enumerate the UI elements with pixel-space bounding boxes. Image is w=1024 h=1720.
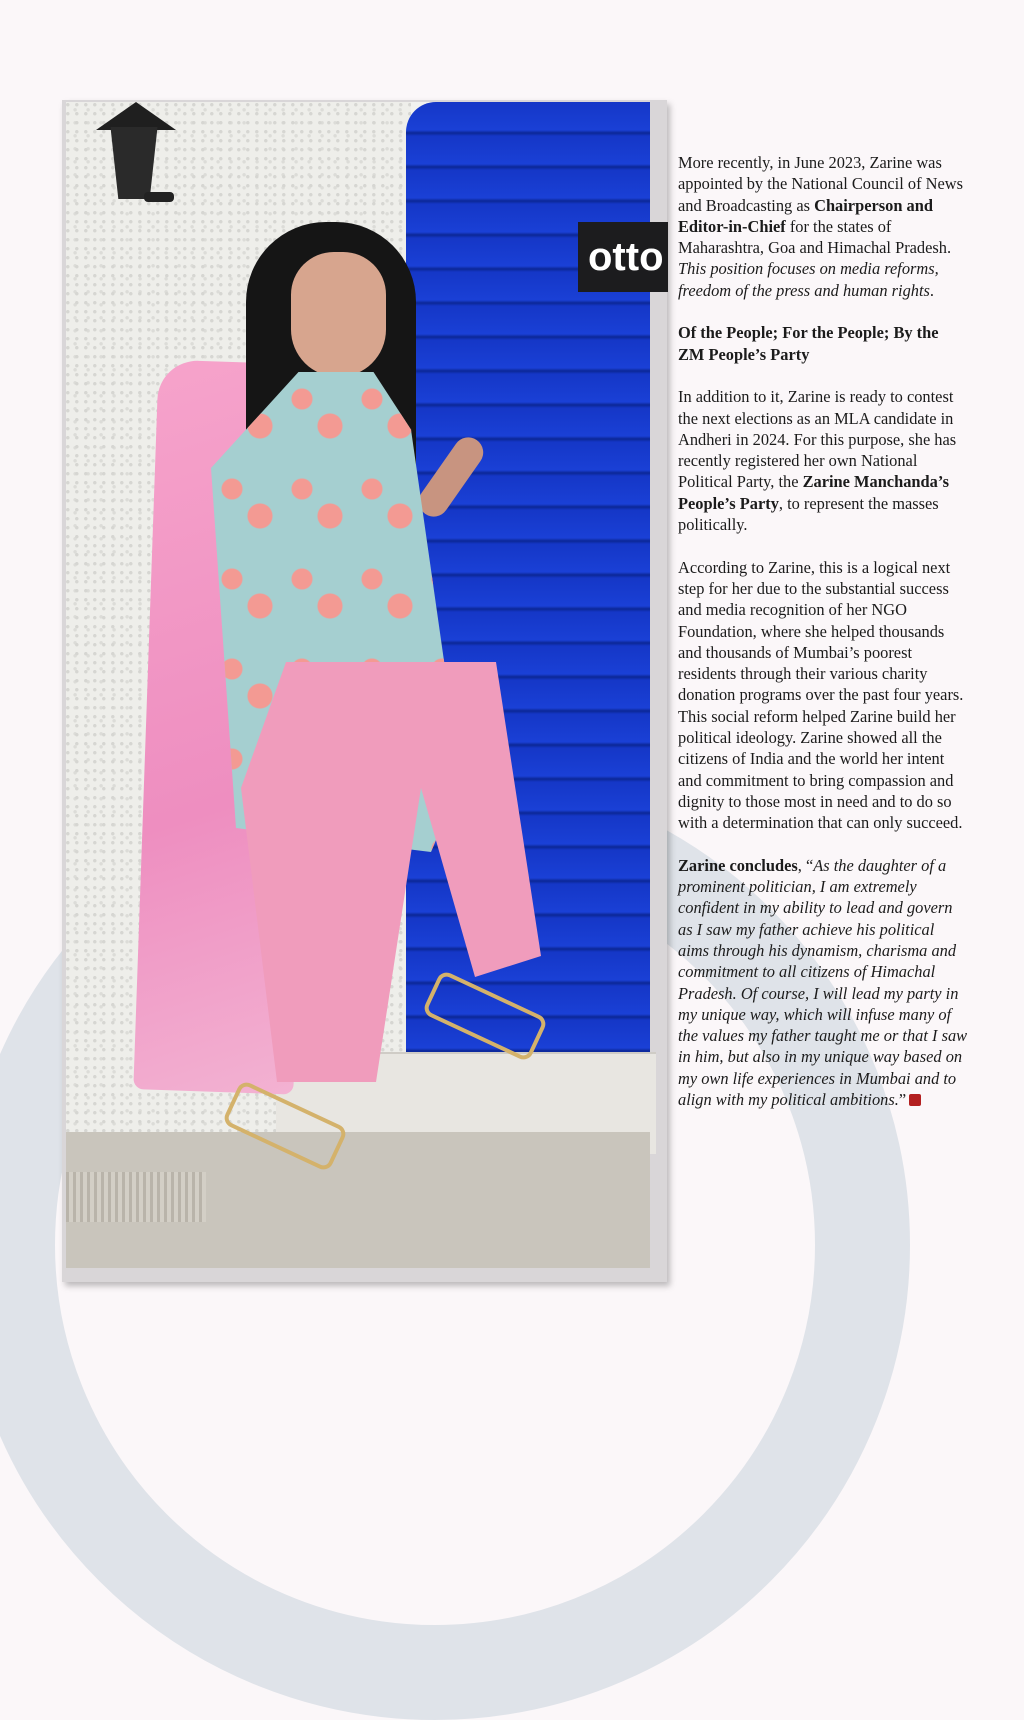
lamp-arm xyxy=(144,192,174,202)
face xyxy=(291,252,386,377)
door-sign: otto xyxy=(578,222,668,292)
text-span: , to represent the masses politically. xyxy=(678,493,939,535)
paragraph-party xyxy=(678,386,968,535)
end-mark-icon xyxy=(909,1094,921,1106)
text-span: . xyxy=(929,280,935,300)
paragraph-ngo: According to Zarine, this is a logical next step for her due to the substantial success and media recognition of her NGO Foundation, where she helped thousands and thousands of Mumbai’s poorest residents through their various charity donation programs over the past four years. This social reform helped Zarine build her political ideology. Zarine showed all the citizens of India and the world her intent and commitment to bring compassion and dignity to those most in need and to do so with a determination that can only succeed. xyxy=(678,557,964,833)
drain-grate xyxy=(66,1172,206,1222)
paragraph-appointment xyxy=(678,152,968,301)
section-heading xyxy=(678,322,968,365)
paragraph-quote xyxy=(678,855,968,1111)
party-name: Zarine Manchanda’s People’s Party xyxy=(678,472,950,513)
text-span: More recently, in June 2023, Zarine was appointed by the National Council of News and Broadcasting as xyxy=(678,153,963,215)
portrait-photo xyxy=(66,102,664,1268)
heading-text: Of the People; For the People; By the ZM People’s Party xyxy=(678,323,939,364)
text-span: for the states of Maharashtra, Goa and Himachal Pradesh. xyxy=(678,216,952,258)
quote-text: As the daughter of a prominent politician, I am extremely confident in my ability to lead and govern as I saw my father achieve his political aims through his dynamism, charisma and commitment to all citizens of Himachal Pradesh. Of course, I will lead my party in my unique way, which will infuse many of the values my father taught me or that I saw in him, but also in my unique way based on my own life experiences in Mumbai and to align with my political ambitions. xyxy=(678,855,968,1110)
text-span: ” xyxy=(898,1090,907,1110)
italic-text: This position focuses on media reforms, freedom of the press and human rights xyxy=(678,259,939,300)
text-span: In addition to it, Zarine is ready to contest the next elections as an MLA candidate in Andheri in 2024. For this purpose, she has recently registered her own National Political Party, the xyxy=(678,387,957,492)
bold-title: Chairperson and Editor-in-Chief xyxy=(678,195,933,236)
article-text-column xyxy=(678,152,968,1132)
text-span: , “ xyxy=(797,855,814,875)
quote-attribution: Zarine concludes xyxy=(678,855,798,875)
